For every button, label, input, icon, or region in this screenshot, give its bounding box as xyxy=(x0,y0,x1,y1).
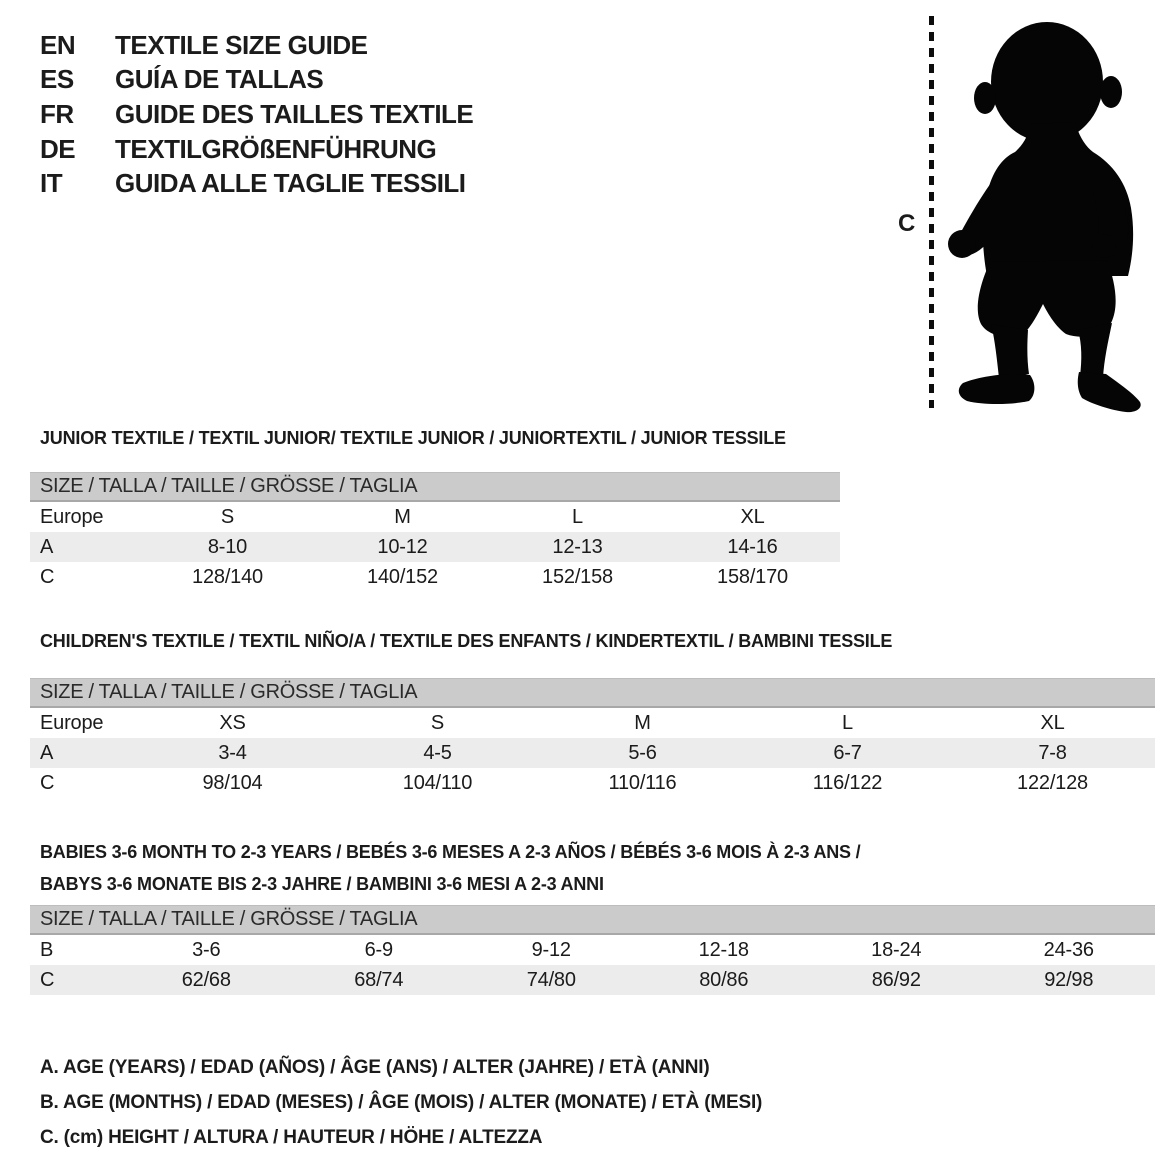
table-row-c xyxy=(30,768,1155,798)
table-body xyxy=(30,935,1155,995)
row-label: Europe xyxy=(40,711,104,734)
table-body xyxy=(30,708,1155,798)
size-cell: XL xyxy=(1040,711,1065,734)
size-cell: 158/170 xyxy=(717,565,788,588)
footnote-c: C. (cm) HEIGHT / ALTURA / HAUTEUR / HÖHE / ALTEZZA xyxy=(40,1127,543,1148)
size-cell: 3-6 xyxy=(192,938,221,961)
size-cell: 98/104 xyxy=(202,771,263,794)
size-cell: 128/140 xyxy=(192,565,263,588)
language-code: FR xyxy=(40,98,74,129)
table-row-europe xyxy=(30,708,1155,738)
row-label: B xyxy=(40,938,54,961)
table-title-line2: BABYS 3-6 MONATE BIS 2-3 JAHRE / BAMBINI 3-6 MESI A 2-3 ANNI xyxy=(40,874,604,894)
table-row-a xyxy=(30,532,840,562)
size-cell: XL xyxy=(740,505,765,528)
size-cell: 140/152 xyxy=(367,565,438,588)
size-cell: 104/110 xyxy=(402,771,473,794)
babies-textile-section xyxy=(30,836,1155,995)
row-label: Europe xyxy=(40,505,104,528)
guide-title: TEXTILE SIZE GUIDE xyxy=(115,29,368,60)
toddler-silhouette-icon xyxy=(935,12,1165,414)
language-code: IT xyxy=(40,168,63,199)
guide-title: GUÍA DE TALLAS xyxy=(115,64,324,95)
height-measure-label: C xyxy=(898,210,916,237)
language-code: ES xyxy=(40,64,74,95)
junior-textile-section xyxy=(30,427,840,592)
row-label: C xyxy=(40,968,55,991)
table-row-a xyxy=(30,738,1155,768)
size-header-label: SIZE / TALLA / TAILLE / GRÖSSE / TAGLIA xyxy=(40,908,418,930)
language-code: DE xyxy=(40,133,76,164)
size-cell: 6-7 xyxy=(833,741,862,764)
size-cell: 8-10 xyxy=(207,535,248,558)
size-cell: 68/74 xyxy=(354,968,404,991)
size-cell: 110/116 xyxy=(608,771,677,794)
language-row-en xyxy=(40,28,473,63)
size-cell: 14-16 xyxy=(727,535,778,558)
table-row-c xyxy=(30,965,1155,995)
row-label: C xyxy=(40,565,55,588)
height-measure-line xyxy=(929,16,934,408)
table-title: CHILDREN'S TEXTILE / TEXTIL NIÑO/A / TEXTILE DES ENFANTS / KINDERTEXTIL / BAMBINI TESSILE xyxy=(40,631,893,651)
language-row-fr xyxy=(40,97,473,132)
table-title-line1: BABIES 3-6 MONTH TO 2-3 YEARS / BEBÉS 3-6 MESES A 2-3 AÑOS / BÉBÉS 3-6 MOIS À 2-3 ANS / xyxy=(40,842,861,862)
size-cell: 12-13 xyxy=(552,535,603,558)
size-cell: S xyxy=(430,711,445,734)
size-cell: 6-9 xyxy=(364,938,393,961)
size-cell: 24-36 xyxy=(1043,938,1094,961)
size-cell: S xyxy=(220,505,235,528)
guide-title: GUIDE DES TAILLES TEXTILE xyxy=(115,98,474,129)
table-title: JUNIOR TEXTILE / TEXTIL JUNIOR/ TEXTILE JUNIOR / JUNIORTEXTIL / JUNIOR TESSILE xyxy=(40,428,786,448)
size-cell: 116/122 xyxy=(812,771,883,794)
language-row-de xyxy=(40,132,473,167)
language-code: EN xyxy=(40,29,76,60)
size-cell: 4-5 xyxy=(423,741,452,764)
table-row-europe xyxy=(30,502,840,532)
guide-title: GUIDA ALLE TAGLIE TESSILI xyxy=(115,168,466,199)
size-cell: M xyxy=(394,505,411,528)
language-row-es xyxy=(40,63,473,98)
size-cell: 92/98 xyxy=(1044,968,1094,991)
size-cell: 12-18 xyxy=(698,938,749,961)
footnote-b: B. AGE (MONTHS) / EDAD (MESES) / ÂGE (MOIS) / ALTER (MONATE) / ETÀ (MESI) xyxy=(40,1092,763,1113)
size-header-bar xyxy=(30,678,1155,708)
size-cell: XS xyxy=(219,711,246,734)
guide-title: TEXTILGRÖßENFÜHRUNG xyxy=(115,133,437,164)
row-label: A xyxy=(40,535,54,558)
size-cell: L xyxy=(572,505,583,528)
size-cell: 18-24 xyxy=(871,938,922,961)
childrens-textile-section xyxy=(30,630,1155,798)
size-cell: 152/158 xyxy=(542,565,613,588)
language-row-it xyxy=(40,166,473,201)
footnote-a: A. AGE (YEARS) / EDAD (AÑOS) / ÂGE (ANS) / ALTER (JAHRE) / ETÀ (ANNI) xyxy=(40,1057,710,1078)
size-cell: 10-12 xyxy=(377,535,428,558)
table-body xyxy=(30,502,840,592)
size-header-bar xyxy=(30,472,840,502)
baby-height-figure xyxy=(898,12,1164,414)
size-cell: 62/68 xyxy=(181,968,231,991)
language-title-list xyxy=(40,28,473,201)
size-cell: 74/80 xyxy=(526,968,576,991)
size-cell: L xyxy=(842,711,853,734)
size-cell: 122/128 xyxy=(1017,771,1088,794)
row-label: A xyxy=(40,741,54,764)
size-cell: 80/86 xyxy=(699,968,749,991)
row-label: C xyxy=(40,771,55,794)
size-cell: 7-8 xyxy=(1038,741,1067,764)
size-header-label: SIZE / TALLA / TAILLE / GRÖSSE / TAGLIA xyxy=(40,475,418,497)
size-cell: M xyxy=(634,711,651,734)
size-header-bar xyxy=(30,905,1155,935)
table-row-b xyxy=(30,935,1155,965)
size-cell: 9-12 xyxy=(531,938,571,961)
footnotes xyxy=(40,1050,762,1155)
size-cell: 3-4 xyxy=(218,741,247,764)
table-row-c xyxy=(30,562,840,592)
size-cell: 86/92 xyxy=(871,968,921,991)
size-cell: 5-6 xyxy=(628,741,657,764)
size-header-label: SIZE / TALLA / TAILLE / GRÖSSE / TAGLIA xyxy=(40,681,418,703)
